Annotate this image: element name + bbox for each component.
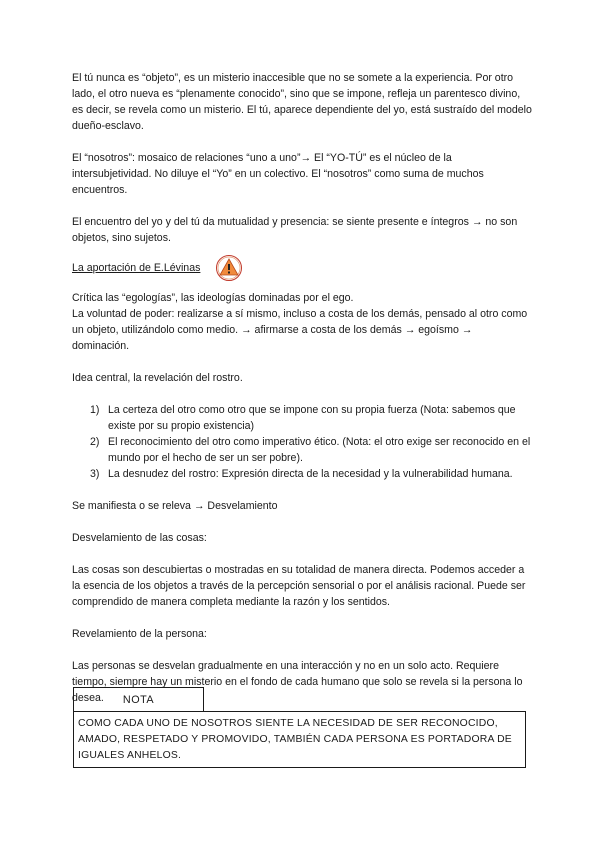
levinas-critica: Crítica las “egologías”, las ideologías dominadas por el ego. (72, 292, 354, 304)
revelamiento-persona-text: Las personas se desvelan gradualmente en una interacción y no en un solo acto. Requiere tiempo, siempre hay un misterio en el fondo de cada humano que solo se revela si la persona lo desea. (72, 660, 523, 704)
list-item: 2) El reconocimiento del otro como imperativo ético. (Nota: el otro exige ser reconocido en el mundo por el hecho de ser un ser pobre). (90, 436, 531, 464)
section-heading-row (72, 254, 532, 282)
paragraph-tu: El tú nunca es “objeto”, es un misterio inaccesible que no se somete a la experiencia. Por otro lado, el otro nueva es “plenamente conocido”, sino que se impone, refleja un parentesco divino, es decir, se revela como un misterio. El tú, aparece dependiente del yo, está sustraído del modelo dueño-esclavo. (72, 72, 532, 132)
desvelamiento-cosas-title: Desvelamiento de las cosas: (72, 532, 207, 544)
desvelamiento-cosas-text: Las cosas son descubiertas o mostradas en su totalidad de manera directa. Podemos acceder a la esencia de los objetos a través de la percepción sensorial o por el análisis racional. Puede ser comprendido de manera completa mediante la razón y los sentidos. (72, 564, 526, 608)
note-box: COMO CADA UNO DE NOSOTROS SIENTE LA NECESIDAD DE SER RECONOCIDO, AMADO, RESPETADO Y PROMOVIDO, TAMBIÉN CADA PERSONA ES PORTADORA DE IGUALES ANHELOS. (73, 711, 526, 768)
document-body (72, 70, 532, 722)
list-item: 3) La desnudez del rostro: Expresión directa de la necesidad y la vulnerabilidad humana. (90, 468, 513, 480)
list-item: 1) La certeza del otro como otro que se impone con su propia fuerza (Nota: sabemos que existe por su propio existencia) (90, 404, 516, 432)
section-heading-levinas: La aportación de E.Lévinas (72, 262, 201, 274)
levinas-idea-central: Idea central, la revelación del rostro. (72, 372, 243, 384)
desvelamiento-intro: Se manifiesta o se releva → Desvelamiento (72, 500, 278, 512)
note-label: NOTA (73, 687, 204, 711)
paragraph-encuentro: El encuentro del yo y del tú da mutualidad y presencia: se siente presente e íntegros → no son objetos, sino sujetos. (72, 216, 518, 244)
levinas-voluntad: La voluntad de poder: realizarse a sí mismo, incluso a costa de los demás, pensado al otro como un objeto, utilizándolo como medio. → afirmarse a costa de los demás → egoísmo → dominación. (72, 308, 528, 352)
paragraph-nosotros: El “nosotros”: mosaico de relaciones “uno a uno”→ El “YO-TÚ” es el núcleo de la intersubjetividad. No diluye el “Yo” en un colectivo. El “nosotros” como suma de muchos encuentros. (72, 152, 484, 196)
revelamiento-persona-title: Revelamiento de la persona: (72, 628, 207, 640)
warning-icon (214, 254, 244, 282)
revelacion-list (72, 402, 532, 482)
